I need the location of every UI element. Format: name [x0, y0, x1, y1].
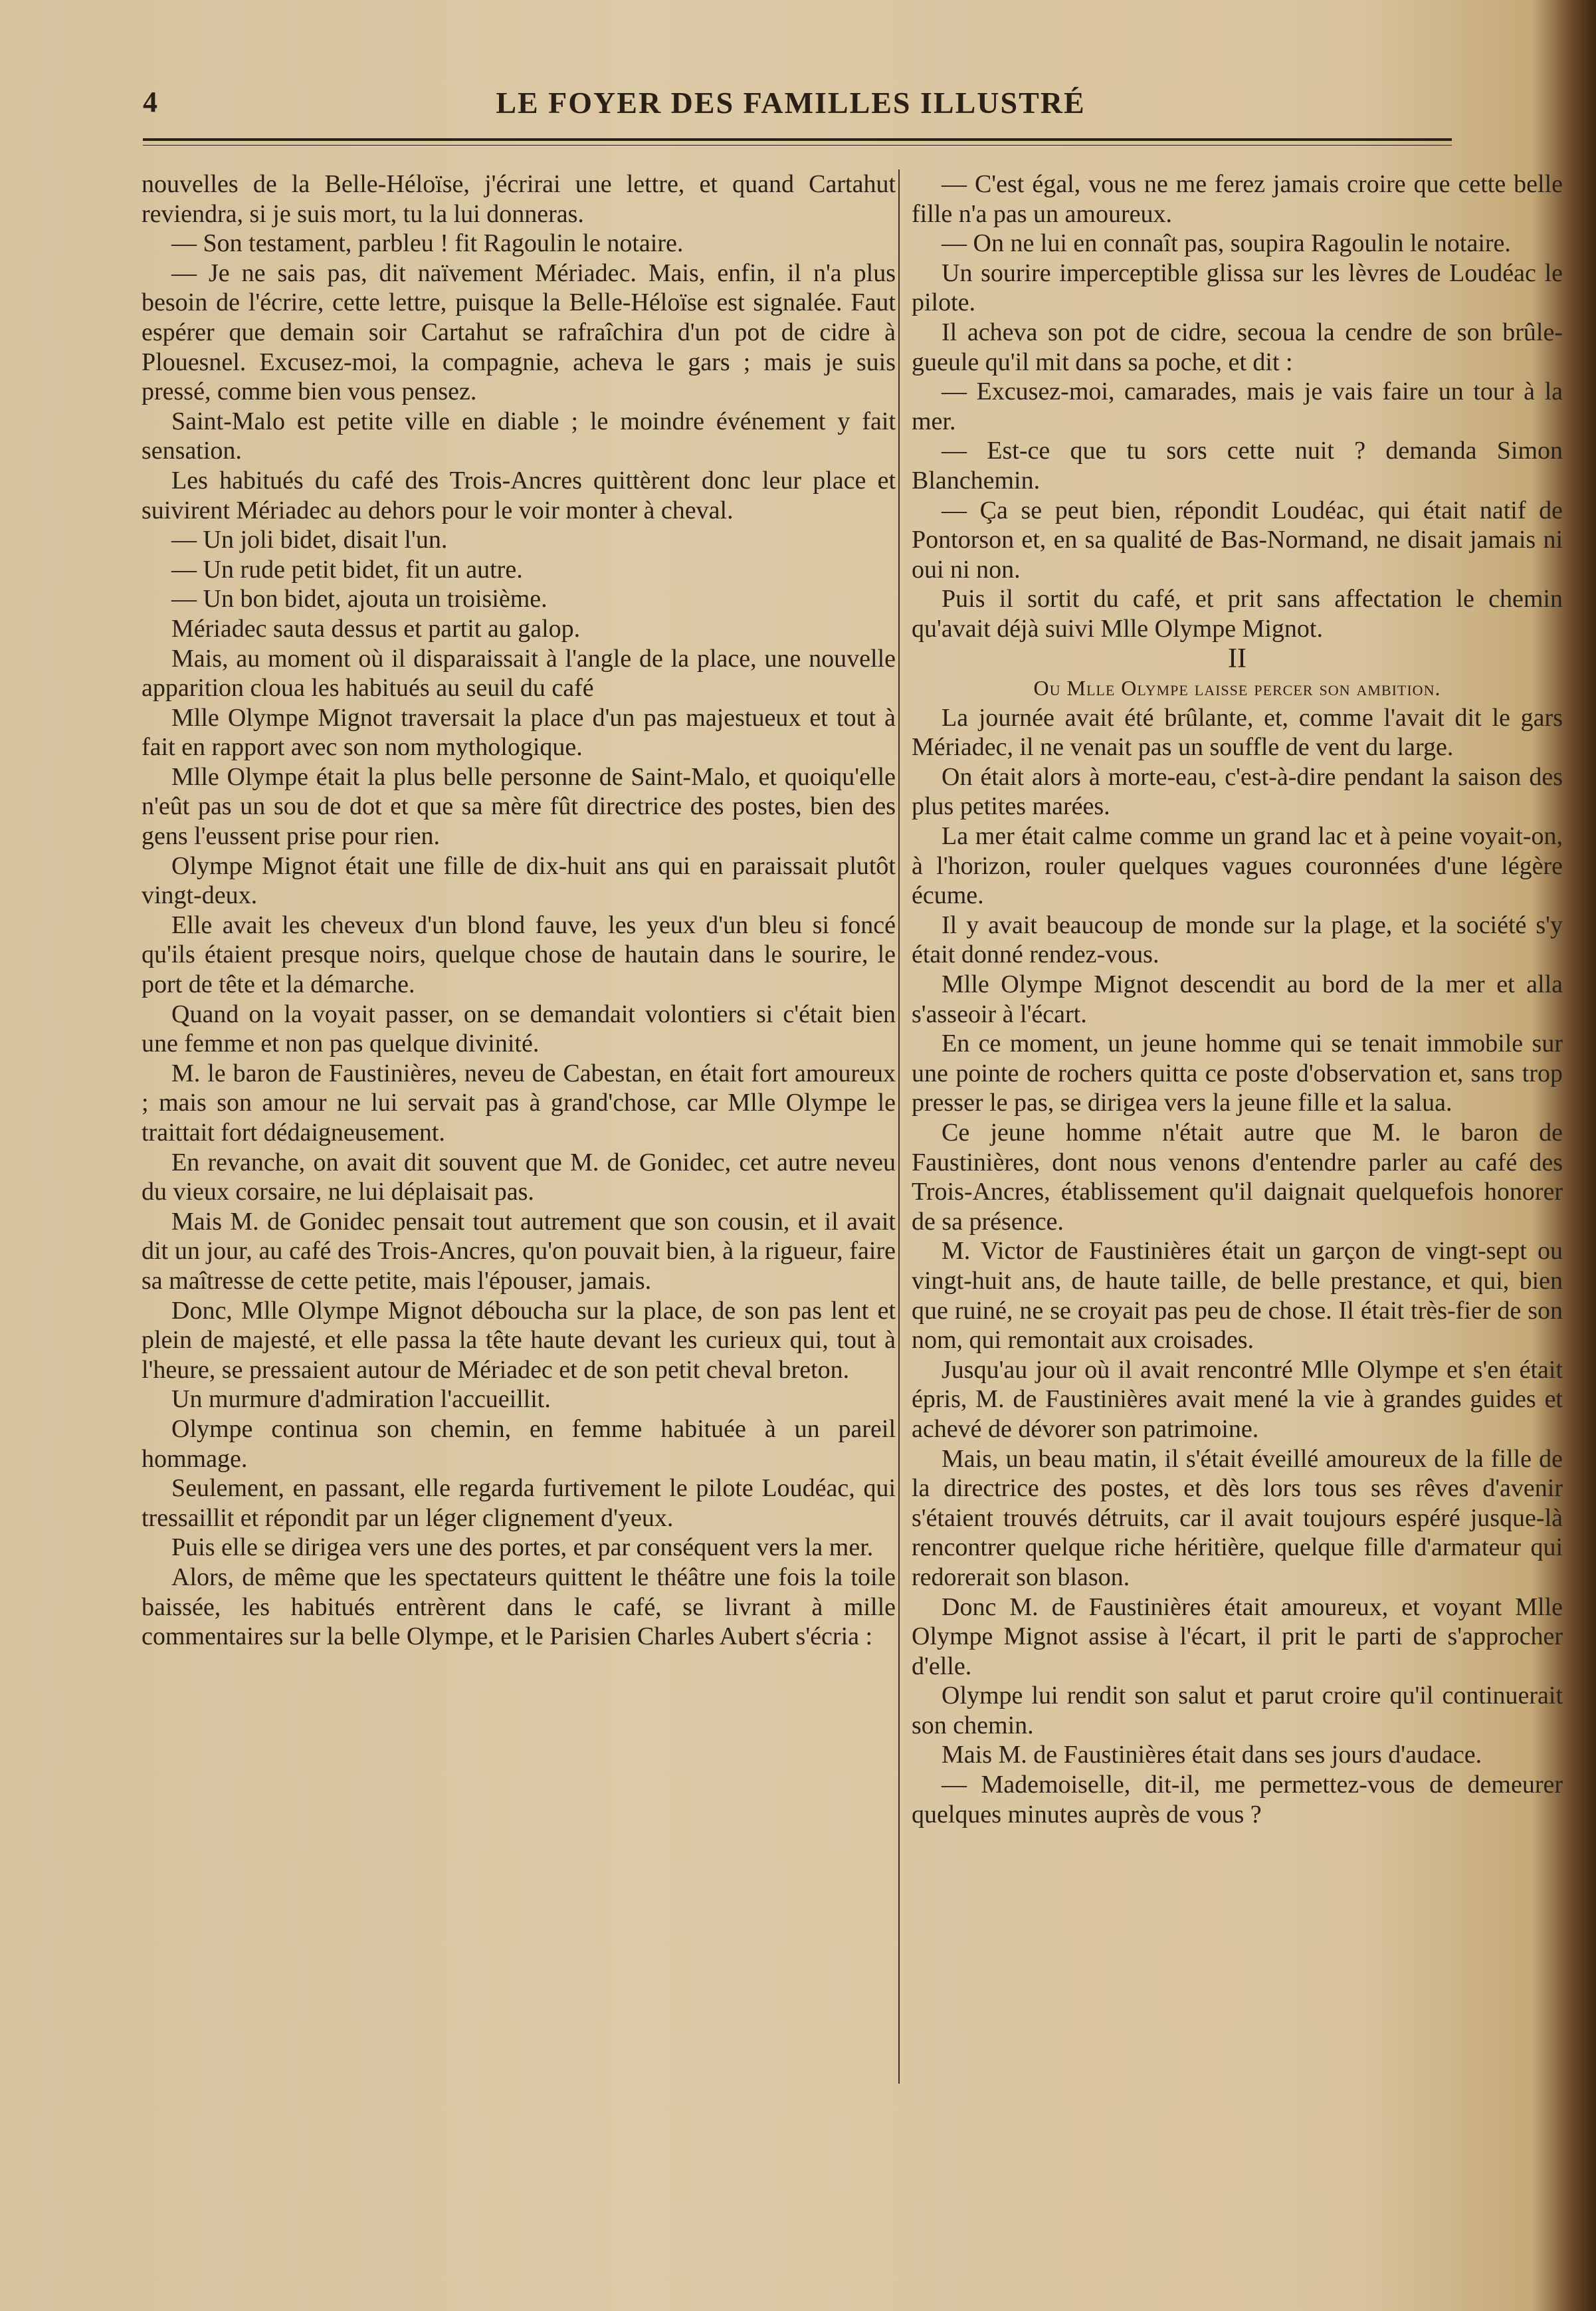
column-divider	[898, 169, 900, 2084]
paragraph: Alors, de même que les spectateurs quittent le théâtre une fois la toile baissée, les habitués entrèrent dans le café, se livrant à mille commentaires sur la belle Olympe, et le Parisien Charles Aubert s'écria :	[142, 1563, 896, 1651]
paragraph: Mlle Olympe était la plus belle personne de Saint-Malo, et quoiqu'elle n'eût pas un sou de dot et que sa mère fût directrice des postes, bien des gens l'eussent prise pour rien.	[142, 762, 896, 851]
paragraph: Quand on la voyait passer, on se demandait volontiers si c'était bien une femme et non pas quelque divinité.	[142, 1000, 896, 1058]
paragraph: On était alors à morte-eau, c'est-à-dire pendant la saison des plus petites marées.	[912, 762, 1563, 821]
paragraph: La journée avait été brûlante, et, comme l'avait dit le gars Mériadec, il ne venait pas un souffle de vent du large.	[912, 703, 1563, 762]
paragraph: M. le baron de Faustinières, neveu de Cabestan, en était fort amoureux ; mais son amour ne lui servait pas à grand'chose, car Mlle Olympe le traittait fort dédaigneusement.	[142, 1059, 896, 1147]
paragraph: Olympe Mignot était une fille de dix-huit ans qui en paraissait plutôt vingt-deux.	[142, 851, 896, 910]
paragraph: Puis il sortit du café, et prit sans affectation le chemin qu'avait déjà suivi Mlle Olympe Mignot.	[912, 585, 1563, 643]
page-number: 4	[143, 86, 157, 118]
header-rule	[143, 138, 1452, 141]
header-rule-thin	[143, 145, 1452, 146]
paragraph: — On ne lui en connaît pas, soupira Ragoulin le notaire.	[942, 229, 1511, 258]
paragraph: Mais M. de Faustinières était dans ses jours d'audace.	[942, 1741, 1482, 1769]
paragraph: — Est-ce que tu sors cette nuit ? demanda Simon Blanchemin.	[912, 437, 1563, 495]
right-column	[912, 169, 1563, 2230]
paragraph: Il y avait beaucoup de monde sur la plage, et la société s'y était donné rendez-vous.	[912, 911, 1563, 969]
paragraph: Puis elle se dirigea vers une des portes, et par conséquent vers la mer.	[171, 1533, 874, 1562]
paragraph: — Un bon bidet, ajouta un troisième.	[171, 585, 548, 613]
paragraph: — Excusez-moi, camarades, mais je vais faire un tour à la mer.	[912, 378, 1563, 435]
paragraph: Jusqu'au jour où il avait rencontré Mlle Olympe et s'en était épris, M. de Faustinières avait mené la vie à grandes guides et achevé de dévorer son patrimoine.	[912, 1355, 1563, 1443]
paragraph: — Un joli bidet, disait l'un.	[171, 526, 448, 554]
left-column	[142, 169, 896, 1652]
paragraph: Mlle Olympe Mignot descendit au bord de la mer et alla s'asseoir à l'écart.	[912, 970, 1563, 1028]
right-column-top	[912, 169, 1563, 644]
paragraph: Les habitués du café des Trois-Ancres quittèrent donc leur place et suivirent Mériadec au dehors pour le voir monter à cheval.	[142, 466, 896, 524]
paragraph: La mer était calme comme un grand lac et à peine voyait-on, à l'horizon, rouler quelques vagues couronnées d'une légère écume.	[912, 822, 1563, 910]
paragraph: — Un rude petit bidet, fit un autre.	[171, 555, 523, 584]
paragraph: — Ça se peut bien, répondit Loudéac, qui était natif de Pontorson et, en sa qualité de Bas-Normand, ne disait jamais ni oui ni non.	[912, 496, 1563, 584]
paragraph: En ce moment, un jeune homme qui se tenait immobile sur une pointe de rochers quitta ce poste d'observation et, sans trop presser le pas, se dirigea vers la jeune fille et la salua.	[912, 1030, 1563, 1117]
paragraph: Seulement, en passant, elle regarda furtivement le pilote Loudéac, qui tressaillit et répondit par un léger clignement d'yeux.	[142, 1474, 896, 1532]
section-number: II	[1228, 643, 1247, 674]
paragraph: Saint-Malo est petite ville en diable ; le moindre événement y fait sensation.	[142, 407, 896, 465]
section-title: Ou Mlle Olympe laisse percer son ambition.	[1033, 676, 1441, 701]
paragraph: M. Victor de Faustinières était un garçon de vingt-sept ou vingt-huit ans, de haute taille, de belle prestance, et qui, bien que ruiné, ne se croyait pas peu de chose. Il était très-fier de son nom, qui remontait aux croisades.	[912, 1237, 1563, 1355]
paragraph: En revanche, on avait dit souvent que M. de Gonidec, cet autre neveu du vieux corsaire, ne lui déplaisait pas.	[142, 1148, 896, 1206]
paragraph: — Son testament, parbleu ! fit Ragoulin le notaire.	[171, 229, 684, 258]
paragraph: Mais, au moment où il disparaissait à l'angle de la place, une nouvelle apparition cloua les habitués au seuil du café	[142, 644, 896, 703]
running-title: LE FOYER DES FAMILLES ILLUSTRÉ	[496, 86, 1086, 120]
paragraph: Donc, Mlle Olympe Mignot déboucha sur la place, de son pas lent et plein de majesté, et elle passa la tête haute devant les curieux qui, tout à l'heure, se pressaient autour de Mériadec et de son petit cheval breton.	[142, 1296, 896, 1384]
paragraph: Elle avait les cheveux d'un blond fauve, les yeux d'un bleu si foncé qu'ils étaient presque noirs, quelque chose de hautain dans le sourire, le port de tête et la démarche.	[142, 911, 896, 999]
paragraph: Olympe lui rendit son salut et parut croire qu'il continuerait son chemin.	[912, 1682, 1563, 1739]
paragraph: Un sourire imperceptible glissa sur les lèvres de Loudéac le pilote.	[912, 259, 1563, 317]
paragraph: Un murmure d'admiration l'accueillit.	[171, 1385, 551, 1414]
paragraph: Mais M. de Gonidec pensait tout autrement que son cousin, et il avait dit un jour, au café des Trois-Ancres, qu'on pouvait bien, à la rigueur, faire sa maîtresse de cette petite, mais l'épouser, jamais.	[142, 1207, 896, 1295]
paragraph: Il acheva son pot de cidre, secoua la cendre de son brûle-gueule qu'il mit dans sa poche, et dit :	[912, 318, 1563, 376]
paragraph: Olympe continua son chemin, en femme habituée à un pareil hommage.	[142, 1414, 896, 1473]
paragraph: nouvelles de la Belle-Héloïse, j'écrirai une lettre, et quand Cartahut reviendra, si je suis mort, tu la lui donneras.	[142, 170, 896, 228]
right-column-bottom	[912, 703, 1563, 1830]
paragraph: Ce jeune homme n'était autre que M. le baron de Faustinières, dont nous venons d'entendre parler au café des Trois-Ancres, établissement qu'il daignait quelquefois honorer de sa présence.	[912, 1119, 1563, 1236]
paragraph: — C'est égal, vous ne me ferez jamais croire que cette belle fille n'a pas un amoureux.	[912, 170, 1563, 228]
paragraph: Mais, un beau matin, il s'était éveillé amoureux de la fille de la directrice des postes, et dès lors tous ses rêves d'avenir s'étaient trouvés détruits, car il avait toujours espéré jusque-là rencontrer quelque riche héritière, quelque fille d'armateur qui redorerait son blason.	[912, 1444, 1563, 1591]
paragraph: — Je ne sais pas, dit naïvement Mériadec. Mais, enfin, il n'a plus besoin de l'écrire, cette lettre, puisque la Belle-Héloïse est signalée. Faut espérer que demain soir Cartahut se rafraîchira d'un pot de cidre à Plouesnel. Excusez-moi, la compagnie, acheva le gars ; mais je suis pressé, comme bien vous pensez.	[142, 259, 896, 406]
paragraph: Mériadec sauta dessus et partit au galop.	[171, 614, 581, 643]
paragraph: Donc M. de Faustinières était amoureux, et voyant Mlle Olympe Mignot assise à l'écart, il prit le parti de s'approcher d'elle.	[912, 1593, 1563, 1680]
paragraph: Mlle Olympe Mignot traversait la place d'un pas majestueux et tout à fait en rapport avec son nom mythologique.	[142, 703, 896, 762]
page-header	[143, 78, 1439, 138]
paragraph: — Mademoiselle, dit-il, me permettez-vous de demeurer quelques minutes auprès de vous ?	[912, 1771, 1563, 1828]
